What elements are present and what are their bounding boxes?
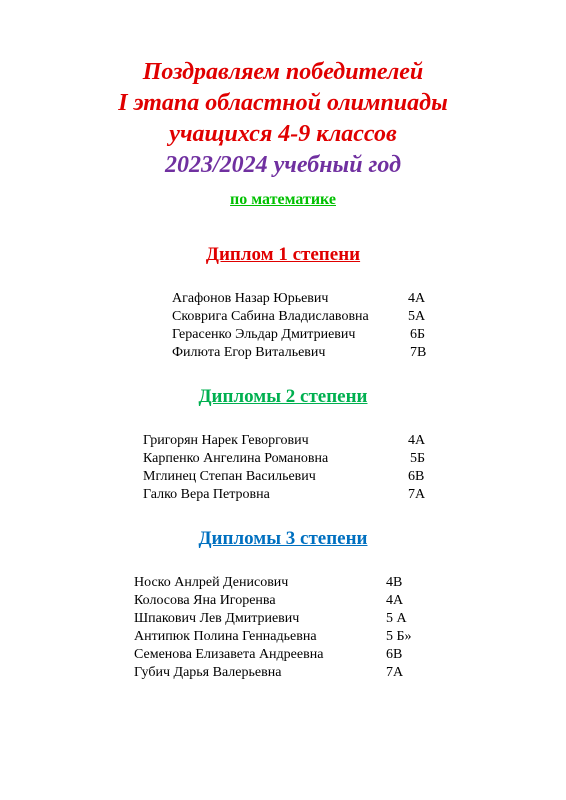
winner-name: Агафонов Назар Юрьевич <box>172 291 329 306</box>
winner-class: 4А <box>386 593 404 608</box>
winner-row <box>143 450 433 468</box>
diploma-3-title: Дипломы 3 степени <box>198 528 368 549</box>
winner-name: Антипюк Полина Геннадьевна <box>134 629 317 644</box>
heading-line-2: I этапа областной олимпиады <box>118 90 448 116</box>
diploma-2-list <box>143 432 433 504</box>
winner-row <box>134 628 434 646</box>
winner-row <box>143 468 433 486</box>
winner-row <box>172 326 432 344</box>
winner-class: 4А <box>408 433 426 448</box>
winner-name: Галко Вера Петровна <box>143 487 270 502</box>
winner-class: 5А <box>408 309 426 324</box>
winner-name: Шпакович Лев Дмитриевич <box>134 611 300 626</box>
winner-name: Сковрига Сабина Владиславовна <box>172 309 369 324</box>
subject-heading: по математике <box>230 191 336 208</box>
diploma-3-list <box>134 574 434 682</box>
winner-class: 5Б <box>410 451 426 466</box>
winner-name: Карпенко Ангелина Романовна <box>143 451 329 466</box>
winner-class: 7А <box>408 487 426 502</box>
heading-year: 2023/2024 учебный год <box>164 152 401 178</box>
winner-name: Носко Анлрей Денисович <box>134 575 289 590</box>
winner-row <box>172 308 432 326</box>
winner-row <box>134 646 434 664</box>
winner-class: 7А <box>386 665 404 680</box>
heading-line-1: Поздравляем победителей <box>142 59 424 85</box>
winner-name: Губич Дарья Валерьевна <box>134 665 282 680</box>
winner-class: 6В <box>386 647 403 662</box>
winner-class: 6Б <box>410 327 426 342</box>
winner-row <box>172 290 432 308</box>
winner-class: 7В <box>410 345 427 360</box>
winner-name: Мглинец Степан Васильевич <box>143 469 316 484</box>
winner-row <box>134 664 434 682</box>
winner-name: Семенова Елизавета Андреевна <box>134 647 324 662</box>
winner-row <box>134 610 434 628</box>
winner-class: 4А <box>408 291 426 306</box>
winner-name: Филюта Егор Витальевич <box>172 345 326 360</box>
winner-row <box>143 432 433 450</box>
winner-row <box>134 592 434 610</box>
diploma-1-title: Диплом 1 степени <box>205 244 361 265</box>
winner-class: 5 А <box>386 611 407 626</box>
diploma-2-title: Дипломы 2 степени <box>198 386 368 407</box>
winner-name: Колосова Яна Игоренва <box>134 593 276 608</box>
winner-row <box>143 486 433 504</box>
heading-line-3: учащихся 4-9 классов <box>169 121 397 147</box>
winner-class: 5 Б» <box>386 629 412 644</box>
winner-row <box>172 344 432 362</box>
winner-row <box>134 574 434 592</box>
winner-name: Герасенко Эльдар Дмитриевич <box>172 327 356 342</box>
winner-class: 4В <box>386 575 403 590</box>
diploma-1-list <box>172 290 432 362</box>
winner-name: Григорян Нарек Геворгович <box>143 433 309 448</box>
winner-class: 6В <box>408 469 425 484</box>
